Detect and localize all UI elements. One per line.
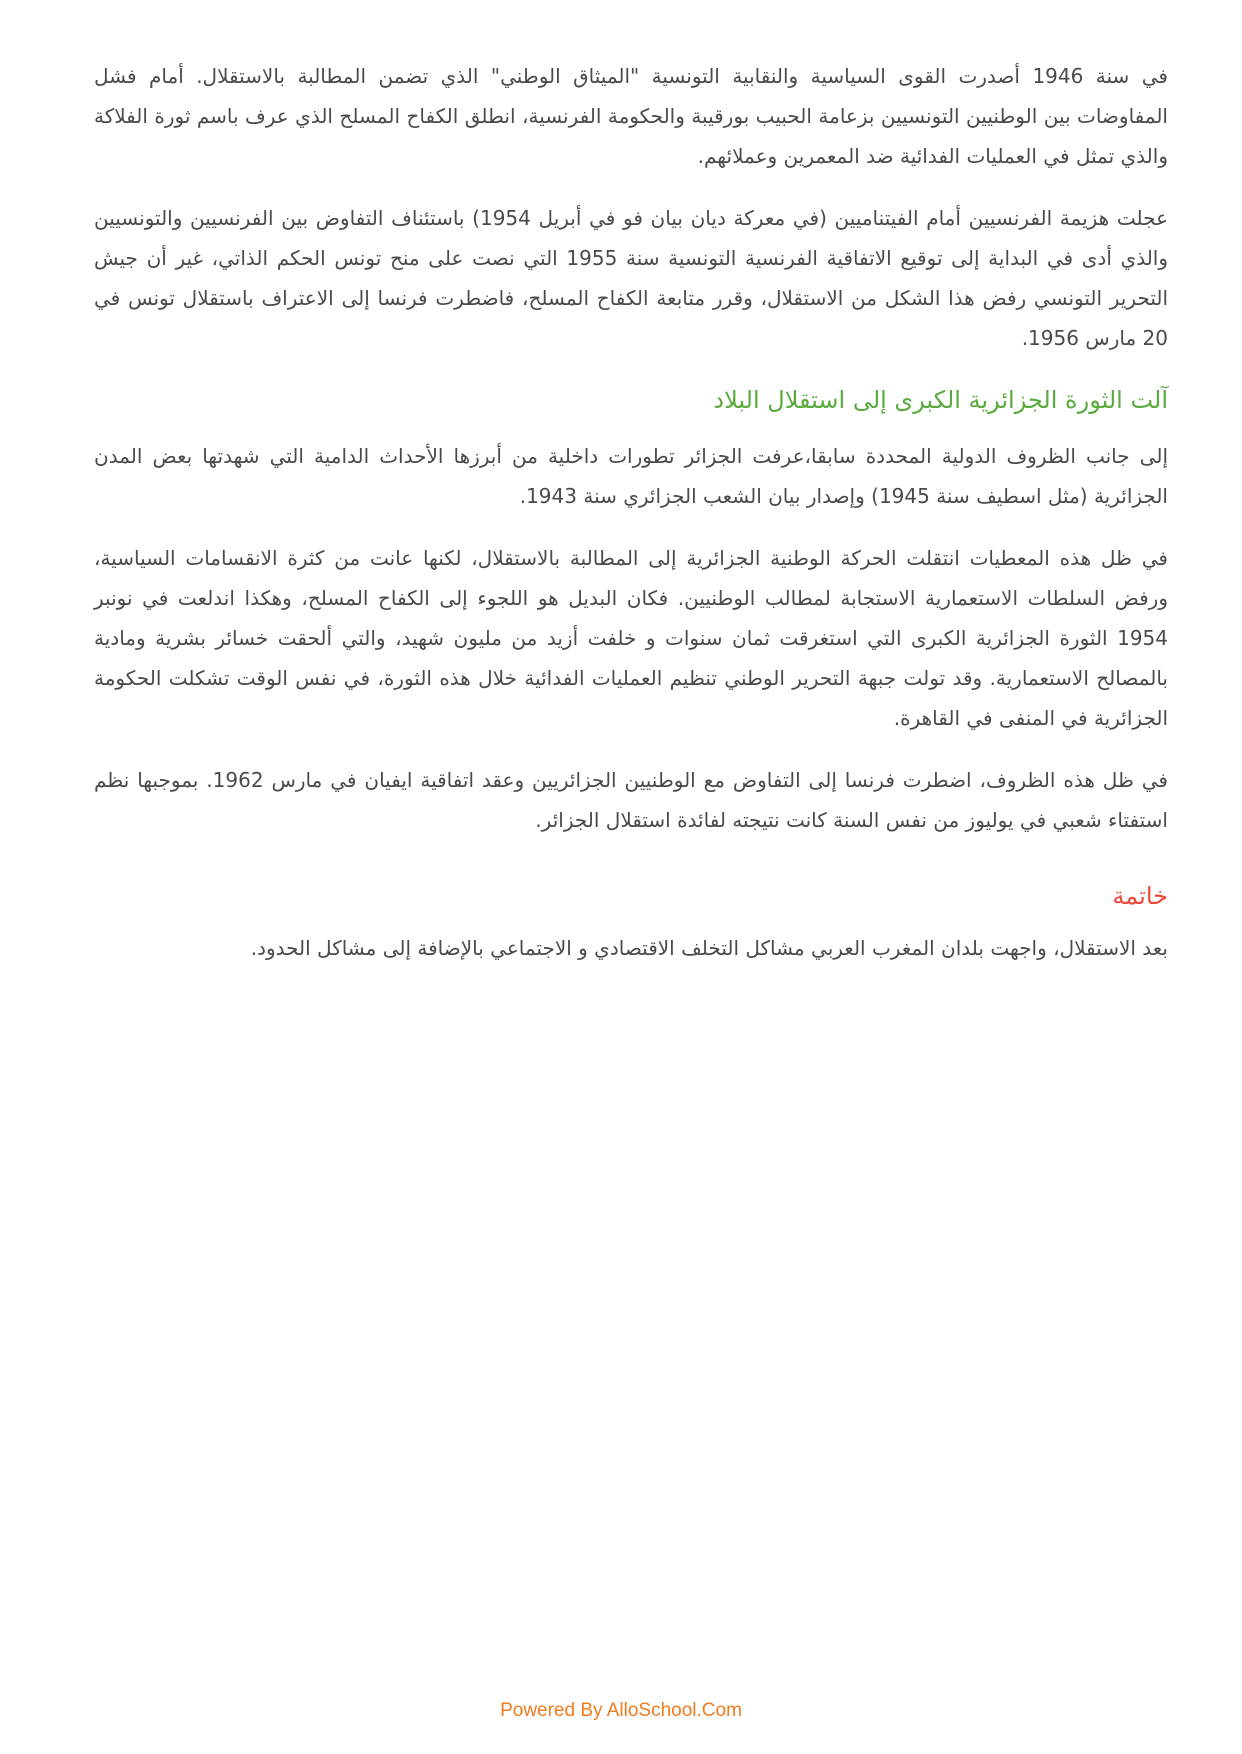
paragraph-tunisia-charter: في سنة 1946 أصدرت القوى السياسية والنقابية التونسية "الميثاق الوطني" الذي تضمن المطالبة بالاستقلال. أمام فشل المفاوضات بين الوطنيين التونسيين بزعامة الحبيب بورقيبة والحكومة الفرنسية، انطلق الكفاح المسلح الذي عرف باسم ثورة الفلاكة والذي تمثل في العمليات الفدائية ضد المعمرين وعملائهم. <box>94 64 1168 168</box>
paragraph-conclusion: بعد الاستقلال، واجهت بلدان المغرب العربي مشاكل التخلف الاقتصادي و الاجتماعي بالإضافة إلى مشاكل الحدود. <box>250 936 1168 960</box>
paragraph-tunisia-independence: عجلت هزيمة الفرنسيين أمام الفيتناميين (في معركة ديان بيان فو في أبريل 1954) باستئناف التفاوض بين الفرنسيين والتونسيين والذي أدى في البداية إلى توقيع الاتفاقية الفرنسية التونسية سنة 1955 التي نصت على منح تونس الحكم الذاتي، غير أن جيش التحرير التونسي رفض هذا الشكل من الاستقلال، وقرر متابعة الكفاح المسلح، فاضطرت فرنسا إلى الاعتراف باستقلال تونس في 20 مارس 1956. <box>94 206 1169 350</box>
paragraph-algeria-context: إلى جانب الظروف الدولية المحددة سابقا،عرفت الجزائر تطورات داخلية من أبرزها الأحداث الدامية التي شهدتها بعض المدن الجزائرية (مثل اسطيف سنة 1945) وإصدار بيان الشعب الجزائري سنة 1943. <box>94 444 1168 508</box>
footer-powered-by[interactable]: Powered By AlloSchool.Com <box>500 1700 742 1721</box>
section-heading-conclusion: خاتمة <box>1112 882 1168 910</box>
document-body <box>94 56 1168 990</box>
paragraph-algeria-revolution: في ظل هذه المعطيات انتقلت الحركة الوطنية الجزائرية إلى المطالبة بالاستقلال، لكنها عانت من كثرة الانقسامات السياسية، ورفض السلطات الاستعمارية الاستجابة لمطالب الوطنيين. فكان البديل هو اللجوء إلى الكفاح المسلح، وهكذا اندلعت في نونبر 1954 الثورة الجزائرية الكبرى التي استغرقت ثمان سنوات و خلفت أزيد من مليون شهيد، والتي ألحقت خسائر بشرية ومادية بالمصالح الاستعمارية. وقد تولت جبهة التحرير الوطني تنظيم العمليات الفدائية خلال هذه الثورة، في نفس الوقت تشكلت الحكومة الجزائرية في المنفى في القاهرة. <box>94 546 1168 730</box>
paragraph-evian-agreement: في ظل هذه الظروف، اضطرت فرنسا إلى التفاوض مع الوطنيين الجزائريين وعقد اتفاقية ايفيان في مارس 1962. بموجبها نظم استفتاء شعبي في يوليوز من نفس السنة كانت نتيجته لفائدة استقلال الجزائر. <box>94 768 1168 832</box>
section-heading-algeria: آلت الثورة الجزائرية الكبرى إلى استقلال البلاد <box>713 386 1168 414</box>
